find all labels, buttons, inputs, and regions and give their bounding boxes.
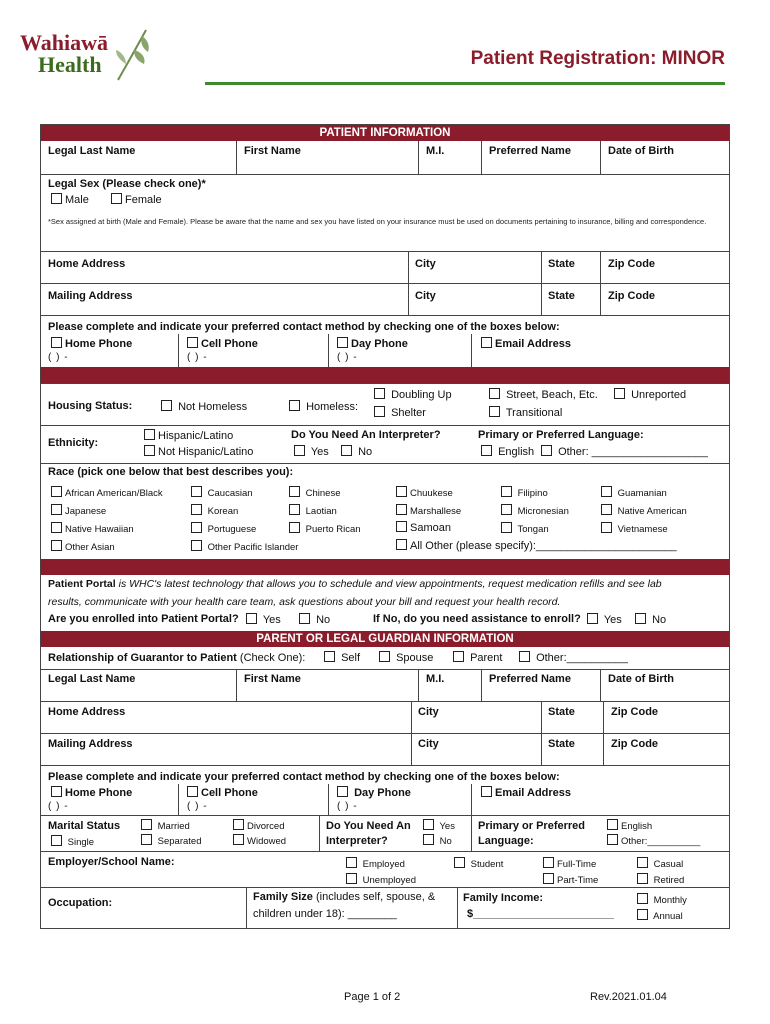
logo-line1: Wahiawā (20, 30, 109, 55)
race-samoan[interactable]: Samoan (396, 521, 451, 534)
logo (20, 26, 150, 86)
checkbox[interactable] (614, 388, 625, 399)
portal-enrolled-question: Are you enrolled into Patient Portal? (48, 613, 239, 625)
relationship-parent[interactable]: Parent (453, 651, 502, 664)
revision: Rev.2021.01.04 (590, 991, 667, 1003)
page-number: Page 1 of 2 (344, 991, 401, 1003)
checkbox[interactable] (161, 400, 172, 411)
guardian-cell-phone-input[interactable]: ( ) - (187, 801, 208, 812)
race-guamanian[interactable]: Guamanian (601, 486, 667, 499)
mailing-city-field[interactable]: City (415, 290, 436, 302)
contact-row (41, 315, 729, 367)
employer-row (41, 851, 729, 887)
checkbox[interactable] (637, 857, 648, 868)
checkbox[interactable] (543, 873, 554, 884)
guardian-mailing-zip-field[interactable]: Zip Code (611, 738, 659, 750)
guardian-email-option[interactable]: Email Address (481, 786, 571, 799)
guardian-day-phone-option[interactable]: Day Phone (337, 786, 411, 799)
dob-field[interactable]: Date of Birth (608, 145, 674, 157)
employer-field[interactable]: Employer/School Name: (48, 856, 175, 868)
checkbox[interactable] (191, 486, 202, 497)
relationship-row (41, 647, 729, 669)
checkbox[interactable] (51, 835, 62, 846)
race-african-american[interactable]: African American/Black (51, 486, 163, 499)
checkbox[interactable] (635, 613, 646, 624)
race-micronesian[interactable]: Micronesian (501, 504, 569, 517)
other-language-option[interactable]: Other: ___________________ (541, 445, 708, 458)
race-chinese[interactable]: Chinese (289, 486, 341, 499)
zip-field[interactable]: Zip Code (608, 258, 656, 270)
homeless-option[interactable]: Homeless: (289, 400, 358, 413)
state-field[interactable]: State (548, 258, 575, 270)
guardian-home-phone-option[interactable]: Home Phone (51, 786, 132, 799)
checkbox[interactable] (396, 504, 407, 515)
leaf-icon (112, 26, 152, 82)
mailing-address-row (41, 283, 729, 315)
relationship-label: Relationship of Guarantor to Patient (Check One): (48, 652, 306, 664)
checkbox[interactable] (233, 819, 244, 830)
portal-text-1: Patient Portal is WHC's latest technology that allows you to schedule and view appointments, request medication refills and see lab (48, 578, 662, 590)
checkbox[interactable] (481, 445, 492, 456)
male-option[interactable]: Male (51, 193, 89, 206)
guardian-language-line2: Language: (478, 835, 534, 847)
guardian-cell-phone-option[interactable]: Cell Phone (187, 786, 258, 799)
guardian-interpreter-line2: Interpreter? (326, 835, 388, 847)
race-other-pacific[interactable]: Other Pacific Islander (191, 540, 298, 553)
marital-status-label: Marital Status (48, 820, 121, 832)
checkbox[interactable] (453, 651, 464, 662)
portal-enrolled-yes[interactable]: Yes (246, 613, 281, 626)
family-size-label: Family Size (includes self, spouse, & (253, 891, 436, 903)
family-income-field[interactable]: $_______________________ (467, 908, 614, 920)
race-chuukese[interactable]: Chuukese (396, 486, 453, 499)
ethnicity-row (41, 425, 729, 463)
marital-separated[interactable]: Separated (141, 834, 201, 847)
checkbox[interactable] (489, 406, 500, 417)
first-name-field[interactable]: First Name (244, 145, 301, 157)
mailing-address-field[interactable]: Mailing Address (48, 290, 133, 302)
english-option[interactable]: English (481, 445, 534, 458)
not-homeless-option[interactable]: Not Homeless (161, 400, 247, 413)
race-native-american[interactable]: Native American (601, 504, 687, 517)
race-laotian[interactable]: Laotian (289, 504, 337, 517)
race-row (41, 463, 729, 559)
page-title: Patient Registration: MINOR (470, 48, 725, 69)
family-size-field[interactable]: children under 18): ________ (253, 908, 397, 920)
race-native-hawaiian[interactable]: Native Hawaiian (51, 522, 134, 535)
guardian-mailing-state-field[interactable]: State (548, 738, 575, 750)
race-filipino[interactable]: Filipino (501, 486, 548, 499)
race-puerto-rican[interactable]: Puerto Rican (289, 522, 361, 535)
guardian-dob-field[interactable]: Date of Birth (608, 673, 674, 685)
checkbox[interactable] (191, 522, 202, 533)
marital-widowed[interactable]: Widowed (233, 834, 286, 847)
checkbox[interactable] (501, 522, 512, 533)
checkbox[interactable] (374, 388, 385, 399)
housing-status-label: Housing Status: (48, 400, 133, 412)
marital-married[interactable]: Married (141, 819, 190, 832)
hispanic-option[interactable]: Hispanic/Latino (144, 429, 233, 442)
checkbox[interactable] (607, 834, 618, 845)
contact-prompt: Please complete and indicate your preferred contact method by checking one of the boxes below: (48, 321, 560, 333)
mi-field[interactable]: M.I. (426, 145, 445, 157)
guardian-home-address-row (41, 701, 729, 733)
checkbox[interactable] (191, 504, 202, 515)
relationship-spouse[interactable]: Spouse (379, 651, 433, 664)
mailing-state-field[interactable]: State (548, 290, 575, 302)
checkbox[interactable] (51, 193, 62, 204)
part-time-option[interactable]: Part-Time (543, 873, 598, 886)
race-prompt: Race (pick one below that best describes you): (48, 466, 294, 478)
day-phone-input[interactable]: ( ) - (337, 352, 358, 363)
guardian-interpreter-no[interactable]: No (423, 834, 452, 847)
shelter-option[interactable]: Shelter (374, 406, 426, 419)
interpreter-yes[interactable]: Yes (294, 445, 329, 458)
family-income-label: Family Income: (463, 892, 544, 904)
checkbox[interactable] (587, 613, 598, 624)
checkbox[interactable] (481, 337, 492, 348)
race-marshallese[interactable]: Marshallese (396, 504, 461, 517)
checkbox[interactable] (51, 504, 62, 515)
occupation-field[interactable]: Occupation: (48, 897, 113, 909)
interpreter-question: Do You Need An Interpreter? (291, 429, 441, 441)
checkbox[interactable] (51, 786, 62, 797)
guardian-mailing-address-field[interactable]: Mailing Address (48, 738, 133, 750)
guardian-mailing-city-field[interactable]: City (418, 738, 439, 750)
full-time-option[interactable]: Full-Time (543, 857, 596, 870)
portal-enrolled-no[interactable]: No (299, 613, 330, 626)
guardian-contact-prompt: Please complete and indicate your preferred contact method by checking one of the boxes below: (48, 771, 560, 783)
checkbox[interactable] (191, 540, 202, 551)
day-phone-option[interactable]: Day Phone (337, 337, 408, 350)
checkbox[interactable] (637, 893, 648, 904)
guardian-interpreter-yes[interactable]: Yes (423, 819, 455, 832)
checkbox[interactable] (144, 445, 155, 456)
portal-row (41, 575, 729, 631)
checkbox[interactable] (396, 486, 407, 497)
checkbox[interactable] (51, 540, 62, 551)
registration-form (40, 124, 730, 929)
checkbox[interactable] (489, 388, 500, 399)
race-vietnamese[interactable]: Vietnamese (601, 522, 668, 535)
checkbox[interactable] (346, 857, 357, 868)
relationship-self[interactable]: Self (324, 651, 360, 664)
checkbox[interactable] (299, 613, 310, 624)
checkbox[interactable] (187, 337, 198, 348)
guardian-mi-field[interactable]: M.I. (426, 673, 445, 685)
checkbox[interactable] (541, 445, 552, 456)
checkbox[interactable] (396, 521, 407, 532)
checkbox[interactable] (601, 504, 612, 515)
checkbox[interactable] (423, 834, 434, 845)
ethnicity-label: Ethnicity: (48, 437, 99, 449)
guardian-english-option[interactable]: English (607, 819, 652, 832)
home-phone-option[interactable]: Home Phone (51, 337, 132, 350)
marital-row (41, 815, 729, 851)
checkbox[interactable] (289, 522, 300, 533)
guardian-zip-field[interactable]: Zip Code (611, 706, 659, 718)
legal-sex-label: Legal Sex (Please check one)* (48, 178, 206, 190)
checkbox[interactable] (337, 786, 348, 797)
guardian-last-name-field[interactable]: Legal Last Name (48, 673, 136, 685)
female-option[interactable]: Female (111, 193, 162, 206)
checkbox[interactable] (111, 193, 122, 204)
checkbox[interactable] (187, 786, 198, 797)
checkbox[interactable] (141, 819, 152, 830)
guardian-contact-row (41, 765, 729, 815)
checkbox[interactable] (51, 522, 62, 533)
portal-assist-no[interactable]: No (635, 613, 666, 626)
housing-row (41, 383, 729, 425)
guardian-other-language-option[interactable]: Other:__________ (607, 834, 700, 847)
home-phone-input[interactable]: ( ) - (48, 352, 69, 363)
guardian-state-field[interactable]: State (548, 706, 575, 718)
retired-option[interactable]: Retired (637, 873, 684, 886)
student-option[interactable]: Student (454, 857, 503, 870)
legal-sex-row (41, 174, 729, 251)
legal-last-name-field[interactable]: Legal Last Name (48, 145, 136, 157)
sex-note: *Sex assigned at birth (Male and Female). Please be aware that the name and sex you have listed on your insurance must be used on documents pertaining to insurance, billing and correspondence. (48, 217, 707, 226)
checkbox[interactable] (454, 857, 465, 868)
preferred-name-field[interactable]: Preferred Name (489, 145, 571, 157)
checkbox[interactable] (637, 909, 648, 920)
race-all-other[interactable]: All Other (please specify):_______________________ (396, 539, 677, 552)
checkbox[interactable] (374, 406, 385, 417)
guardian-home-address-field[interactable]: Home Address (48, 706, 126, 718)
email-option[interactable]: Email Address (481, 337, 571, 350)
marital-divorced[interactable]: Divorced (233, 819, 285, 832)
checkbox[interactable] (519, 651, 530, 662)
checkbox[interactable] (601, 486, 612, 497)
monthly-option[interactable]: Monthly (637, 893, 687, 906)
checkbox[interactable] (289, 504, 300, 515)
cell-phone-option[interactable]: Cell Phone (187, 337, 258, 350)
not-hispanic-option[interactable]: Not Hispanic/Latino (144, 445, 253, 458)
logo-line2: Health (38, 52, 102, 77)
checkbox[interactable] (379, 651, 390, 662)
checkbox[interactable] (501, 504, 512, 515)
guardian-home-phone-input[interactable]: ( ) - (48, 801, 69, 812)
portal-assist-question: If No, do you need assistance to enroll? (373, 613, 581, 625)
guardian-mailing-address-row (41, 733, 729, 765)
checkbox[interactable] (341, 445, 352, 456)
checkbox[interactable] (346, 873, 357, 884)
checkbox[interactable] (51, 486, 62, 497)
unreported-option[interactable]: Unreported (614, 388, 686, 401)
guardian-info-header: PARENT OR LEGAL GUARDIAN INFORMATION (41, 631, 729, 647)
checkbox[interactable] (396, 539, 407, 550)
relationship-other[interactable]: Other:__________ (519, 651, 628, 664)
patient-name-row (41, 141, 729, 174)
language-question: Primary or Preferred Language: (478, 429, 644, 441)
checkbox[interactable] (324, 651, 335, 662)
portal-text-2: results, communicate with your health care team, ask questions about your bill and request your health record. (48, 596, 561, 608)
doubling-up-option[interactable]: Doubling Up (374, 388, 452, 401)
checkbox[interactable] (233, 834, 244, 845)
unemployed-option[interactable]: Unemployed (346, 873, 416, 886)
title-rule (205, 82, 725, 85)
marital-single[interactable]: Single (51, 835, 94, 848)
race-other-asian[interactable]: Other Asian (51, 540, 115, 553)
checkbox[interactable] (543, 857, 554, 868)
checkbox[interactable] (289, 400, 300, 411)
checkbox[interactable] (144, 429, 155, 440)
guardian-preferred-name-field[interactable]: Preferred Name (489, 673, 571, 685)
occupation-row (41, 887, 729, 929)
checkbox[interactable] (294, 445, 305, 456)
employed-option[interactable]: Employed (346, 857, 405, 870)
checkbox[interactable] (337, 337, 348, 348)
patient-info-header: PATIENT INFORMATION (41, 125, 729, 141)
guardian-day-phone-input[interactable]: ( ) - (337, 801, 358, 812)
interpreter-no[interactable]: No (341, 445, 372, 458)
mailing-zip-field[interactable]: Zip Code (608, 290, 656, 302)
checkbox[interactable] (423, 819, 434, 830)
race-japanese[interactable]: Japanese (51, 504, 106, 517)
section-divider-2 (41, 559, 729, 575)
guardian-first-name-field[interactable]: First Name (244, 673, 301, 685)
guardian-language-line1: Primary or Preferred (478, 820, 585, 832)
casual-option[interactable]: Casual (637, 857, 683, 870)
annual-option[interactable]: Annual (637, 909, 683, 922)
checkbox[interactable] (501, 486, 512, 497)
transitional-option[interactable]: Transitional (489, 406, 562, 419)
city-field[interactable]: City (415, 258, 436, 270)
race-portuguese[interactable]: Portuguese (191, 522, 256, 535)
section-divider (41, 367, 729, 383)
checkbox[interactable] (481, 786, 492, 797)
race-caucasian[interactable]: Caucasian (191, 486, 253, 499)
street-option[interactable]: Street, Beach, Etc. (489, 388, 598, 401)
checkbox[interactable] (141, 834, 152, 845)
race-tongan[interactable]: Tongan (501, 522, 549, 535)
guardian-city-field[interactable]: City (418, 706, 439, 718)
checkbox[interactable] (637, 873, 648, 884)
home-address-field[interactable]: Home Address (48, 258, 126, 270)
home-address-row (41, 251, 729, 283)
checkbox[interactable] (601, 522, 612, 533)
checkbox[interactable] (51, 337, 62, 348)
checkbox[interactable] (289, 486, 300, 497)
portal-assist-yes[interactable]: Yes (587, 613, 622, 626)
cell-phone-input[interactable]: ( ) - (187, 352, 208, 363)
checkbox[interactable] (607, 819, 618, 830)
checkbox[interactable] (246, 613, 257, 624)
guardian-name-row (41, 669, 729, 701)
guardian-interpreter-line1: Do You Need An (326, 820, 411, 832)
race-korean[interactable]: Korean (191, 504, 238, 517)
